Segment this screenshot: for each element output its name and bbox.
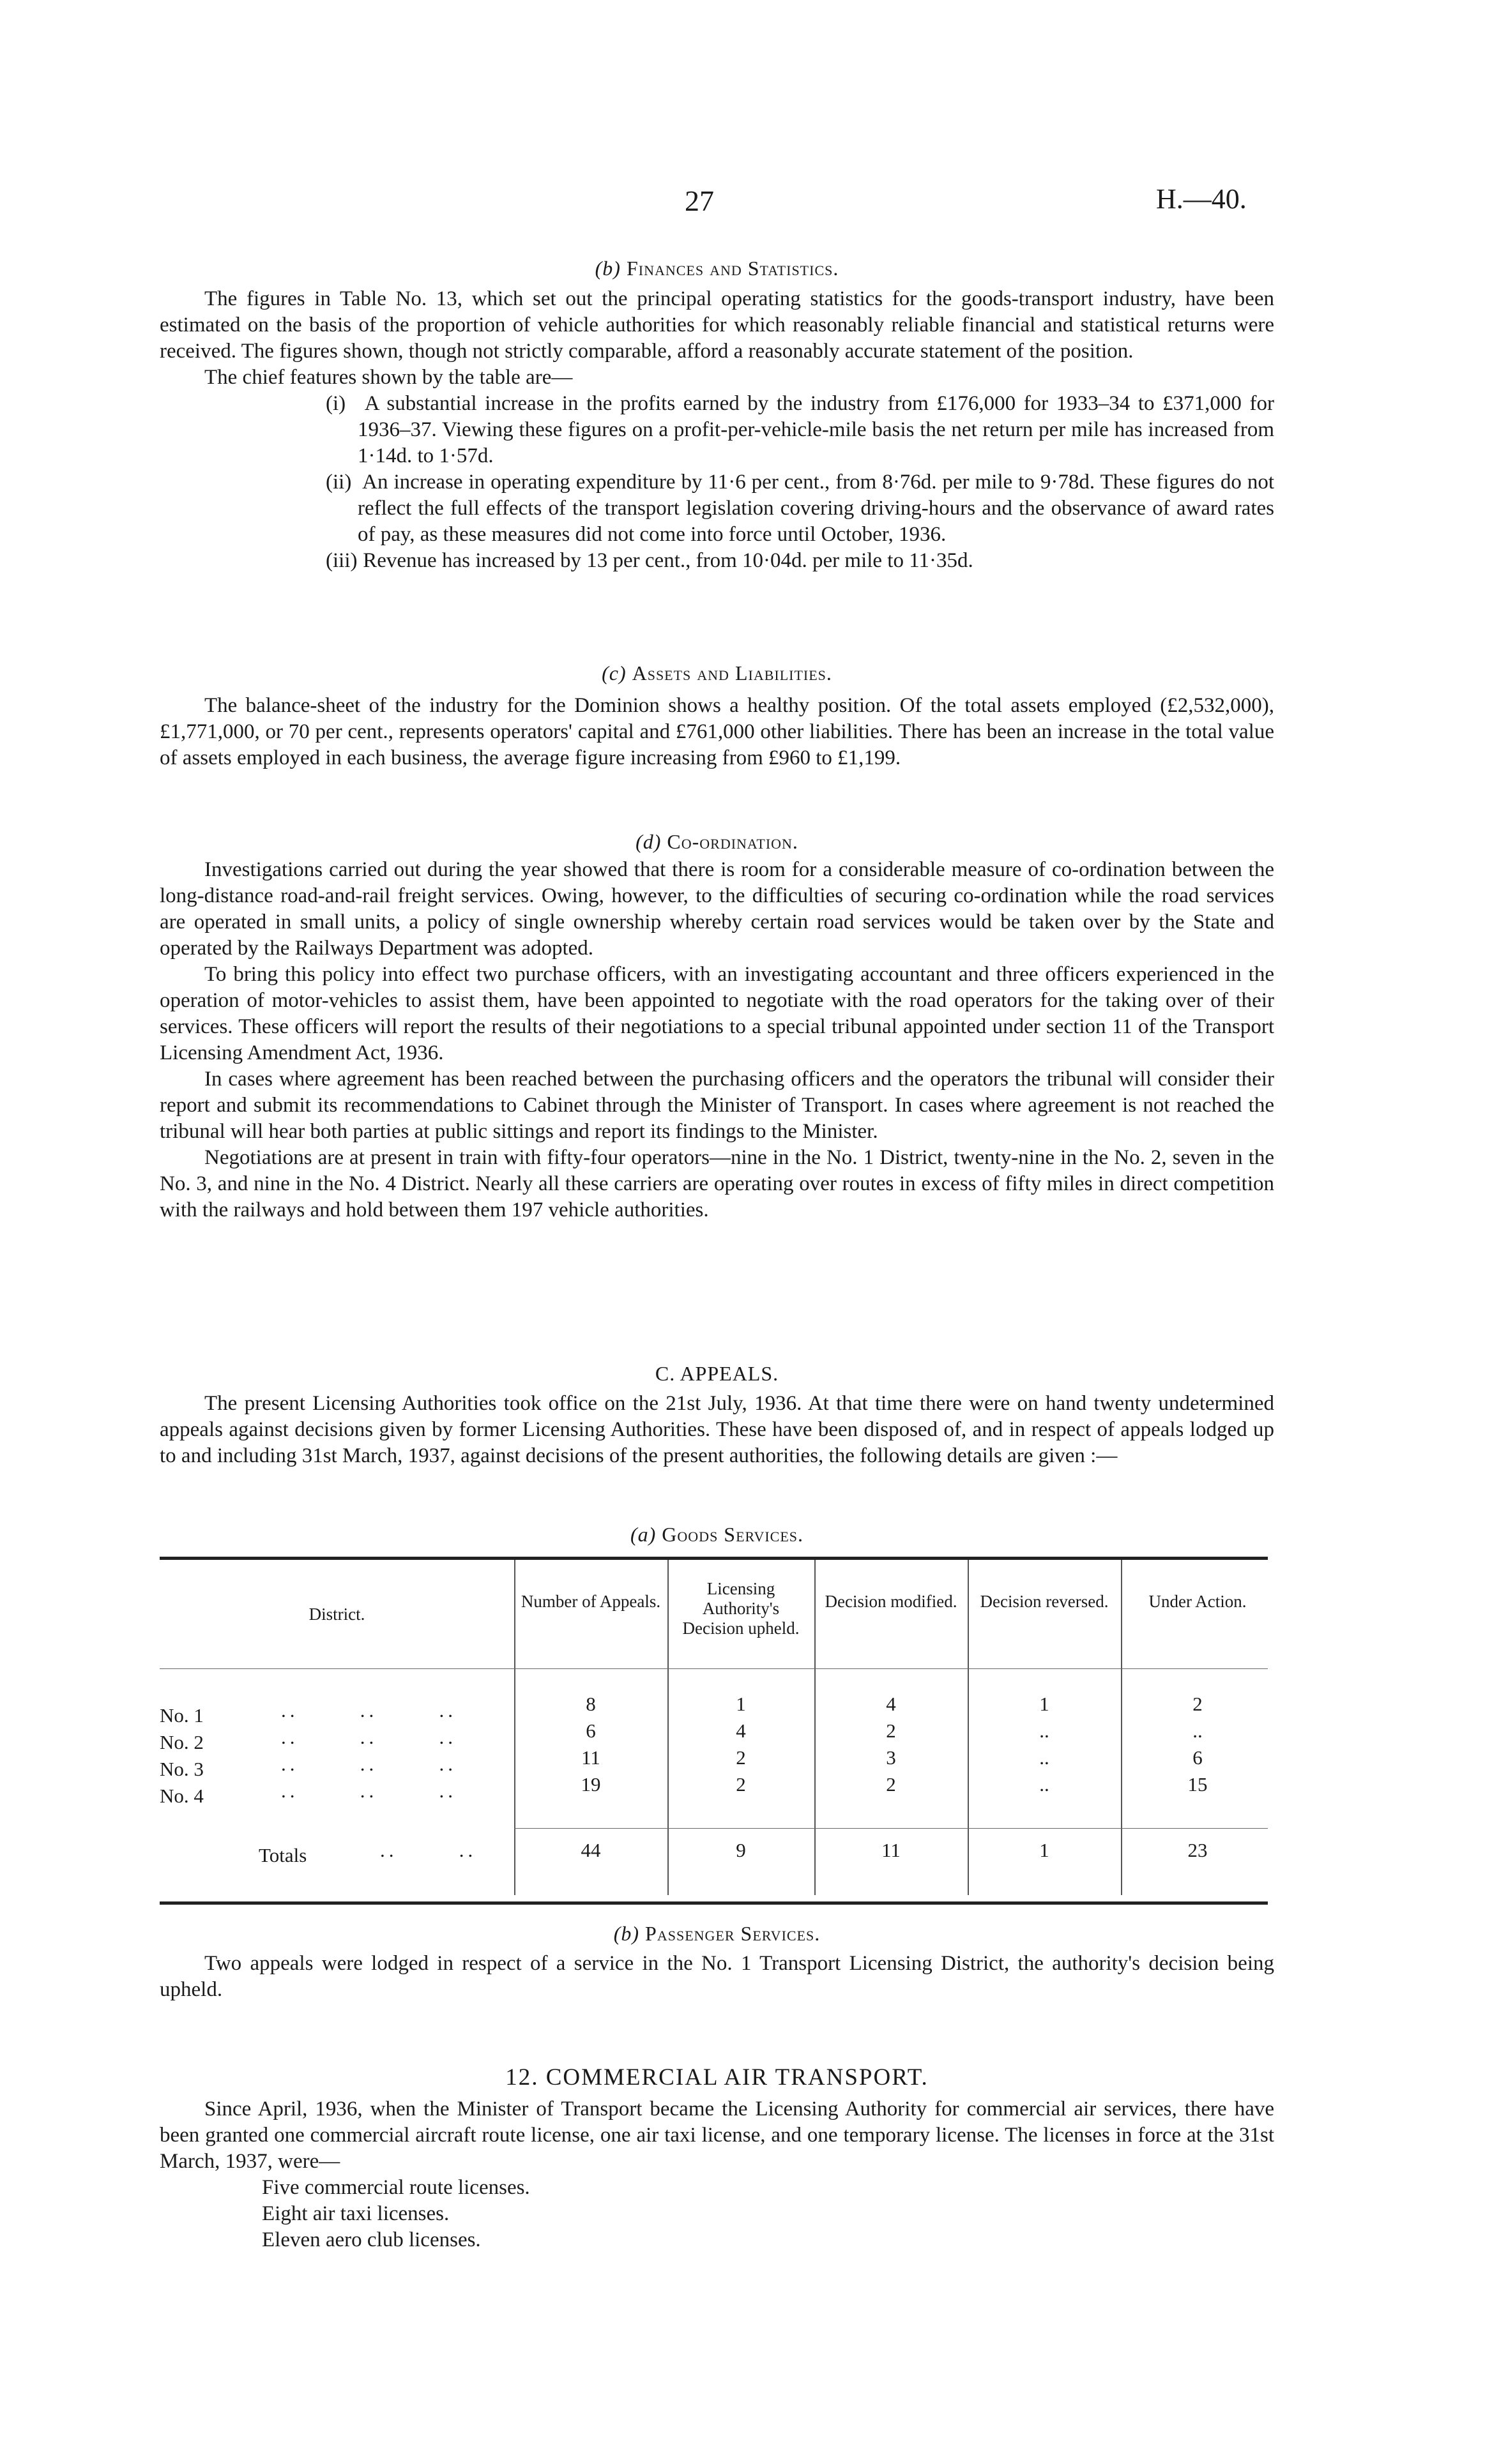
column-divider: [968, 1560, 969, 1895]
list-item: [275, 469, 1274, 548]
header-upheld: Licensing Authority's Decision upheld.: [682, 1579, 800, 1638]
totals-rule: [514, 1828, 1268, 1829]
cell-total-modified: 11: [881, 1839, 901, 1861]
list-item: [275, 548, 1274, 574]
heading-text: Assets and Liabilities.: [632, 661, 832, 684]
cell-under: 15: [1187, 1773, 1208, 1795]
license-line: Five commercial route licenses.: [262, 2176, 530, 2199]
section-coordination-body: [160, 857, 1274, 1223]
cell-modified: 2: [886, 1720, 896, 1742]
cell-number: 6: [586, 1720, 596, 1742]
section-passenger-body: [160, 1951, 1274, 2003]
leader-dots: .. .. ..: [281, 1726, 457, 1748]
heading-assets: [160, 661, 1274, 685]
paragraph: The balance-sheet of the industry for the Dominion shows a healthy position. Of the total assets employed (£2,532,000), £1,771,000, or 70 per cent., represents operators' capital and £761,000 other liabilities. There has been an increase in the total value of assets employed in each business, the average figure increasing from £960 to £1,199.: [160, 694, 1274, 769]
header-number: Number of Appeals.: [521, 1592, 661, 1611]
heading-appeals: C. APPEALS.: [655, 1362, 779, 1385]
paragraph: In cases where agreement has been reached between the purchasing officers and the operators the tribunal will consider their report and submit its recommendations to Cabinet through the Minister of Transport. In cases where agreement is not reached the tribunal will hear both parties at public sittings and report its findings to the Minister.: [160, 1068, 1274, 1143]
cell-reversed: ..: [1039, 1773, 1049, 1795]
cell-number: 19: [581, 1773, 601, 1795]
header-reversed: Decision reversed.: [980, 1592, 1109, 1611]
cell-modified: 2: [886, 1773, 896, 1795]
license-line: Eleven aero club licenses.: [262, 2228, 481, 2251]
header-rule: [160, 1668, 1268, 1669]
column-divider: [667, 1560, 669, 1895]
item-text: Revenue has increased by 13 per cent., from 10·04d. per mile to 11·35d.: [363, 549, 973, 572]
cell-upheld: 4: [736, 1720, 746, 1742]
cell-under: 2: [1192, 1693, 1203, 1715]
row-district: No. 2: [160, 1731, 204, 1753]
section-assets-body: [160, 693, 1274, 771]
item-text: An increase in operating expenditure by 11·6 per cent., from 8·76d. per mile to 9·78d. These figures do not reflect the full effects of the transport legislation covering driving-hours and the observance of award rates of pay, as these measures did not come into force until October, 1936.: [358, 471, 1274, 546]
paragraph: Two appeals were lodged in respect of a service in the No. 1 Transport Licensing District, the authority's decision being upheld.: [160, 1952, 1274, 2001]
heading-finances: [160, 257, 1274, 280]
totals-label: Totals: [259, 1844, 307, 1866]
cell-total-upheld: 9: [736, 1839, 746, 1861]
cell-total-under: 23: [1187, 1839, 1208, 1861]
heading-letter: (d): [636, 830, 662, 853]
page-number: 27: [685, 185, 714, 217]
document-code: H.—40.: [1156, 183, 1247, 215]
paragraph: Since April, 1936, when the Minister of Transport became the Licensing Authority for commercial air services, there have been granted one commercial aircraft route license, one air taxi license, and one temporary license. The licenses in force at the 31st March, 1937, were—: [160, 2097, 1274, 2173]
section-finances-body: [160, 286, 1274, 574]
section-appeals-body: [160, 1391, 1274, 1469]
license-line: Eight air taxi licenses.: [262, 2202, 450, 2225]
cell-upheld: 1: [736, 1693, 746, 1715]
row-district: No. 1: [160, 1704, 204, 1727]
heading-letter: (b): [595, 257, 621, 280]
cell-under: 6: [1192, 1746, 1203, 1769]
heading-goods-services: [160, 1523, 1274, 1546]
item-text: A substantial increase in the profits earned by the industry from £176,000 for 1933–34 to £371,000 for 1936–37. Viewing these figures on a profit-per-vehicle-mile basis the net return per mile has increased from 1·14d. to 1·57d.: [358, 392, 1274, 467]
heading-coordination: [160, 830, 1274, 854]
cell-upheld: 2: [736, 1773, 746, 1795]
cell-under: ..: [1192, 1720, 1203, 1742]
heading-text: Finances and Statistics.: [626, 257, 839, 280]
paragraph: The figures in Table No. 13, which set out the principal operating statistics for the goods-transport industry, have been estimated on the basis of the proportion of vehicle authorities for which reasonably reliable financial and statistical returns were received. The figures shown, though not strictly comparable, afford a reasonably accurate statement of the position.: [160, 287, 1274, 363]
cell-upheld: 2: [736, 1746, 746, 1769]
appeals-table: [160, 1557, 1268, 1905]
leader-dots: .. .. ..: [281, 1699, 457, 1721]
leader-dots: .. .. ..: [281, 1780, 457, 1802]
heading-letter: (c): [602, 661, 627, 684]
column-divider: [514, 1560, 515, 1895]
column-divider: [814, 1560, 816, 1895]
leader-dots: .. ..: [380, 1839, 477, 1861]
paragraph: Negotiations are at present in train with fifty-four operators—nine in the No. 1 District, twenty-nine in the No. 2, seven in the No. 3, and nine in the No. 4 District. Nearly all these carriers are operating over routes in excess of fifty miles in direct competition with the railways and hold between them 197 vehicle authorities.: [160, 1146, 1274, 1221]
item-number: (i): [326, 392, 346, 415]
item-number: (iii): [326, 549, 358, 572]
heading-air-transport: 12. COMMERCIAL AIR TRANSPORT.: [505, 2064, 929, 2090]
header-modified: Decision modified.: [825, 1592, 957, 1611]
cell-reversed: ..: [1039, 1720, 1049, 1742]
cell-modified: 3: [886, 1746, 896, 1769]
cell-number: 11: [581, 1746, 600, 1769]
item-number: (ii): [326, 471, 352, 494]
section-air-body: [160, 2096, 1274, 2253]
heading-letter: (b): [613, 1922, 640, 1945]
paragraph: The chief features shown by the table are—: [204, 366, 573, 389]
paragraph: The present Licensing Authorities took office on the 21st July, 1936. At that time there were on hand twenty undetermined appeals against decisions given by former Licensing Authorities. These have been disposed of, and in respect of appeals lodged up to and including 31st March, 1937, against decisions of the present authorities, the following details are given :—: [160, 1392, 1274, 1467]
leader-dots: .. .. ..: [281, 1753, 457, 1775]
cell-total-number: 44: [581, 1839, 601, 1861]
heading-text: Passenger Services.: [645, 1922, 821, 1945]
cell-reversed: ..: [1039, 1746, 1049, 1769]
cell-number: 8: [586, 1693, 596, 1715]
row-district: No. 3: [160, 1758, 204, 1780]
header-district: District.: [308, 1605, 365, 1624]
cell-total-reversed: 1: [1039, 1839, 1049, 1861]
heading-passenger-services: [160, 1922, 1274, 1946]
heading-text: Goods Services.: [662, 1523, 804, 1546]
cell-reversed: 1: [1039, 1693, 1049, 1715]
heading-letter: (a): [630, 1523, 657, 1546]
paragraph: Investigations carried out during the year showed that there is room for a considerable measure of co-ordination between the long-distance road-and-rail freight services. Owing, however, to the difficulties of securing co-ordination while the road services are operated in small units, a policy of single ownership whereby certain road services would be taken over by the State and operated by the Railways Department was adopted.: [160, 858, 1274, 960]
row-district: No. 4: [160, 1785, 204, 1807]
heading-text: Co-ordination.: [667, 830, 798, 853]
column-divider: [1121, 1560, 1122, 1895]
cell-modified: 4: [886, 1693, 896, 1715]
header-under: Under Action.: [1148, 1592, 1247, 1611]
paragraph: To bring this policy into effect two purchase officers, with an investigating accountant and three officers experienced in the operation of motor-vehicles to assist them, have been appointed to negotiate with the road operators for the taking over of their services. These officers will report the results of their negotiations to a special tribunal appointed under section 11 of the Transport Licensing Amendment Act, 1936.: [160, 963, 1274, 1064]
list-item: [275, 391, 1274, 469]
